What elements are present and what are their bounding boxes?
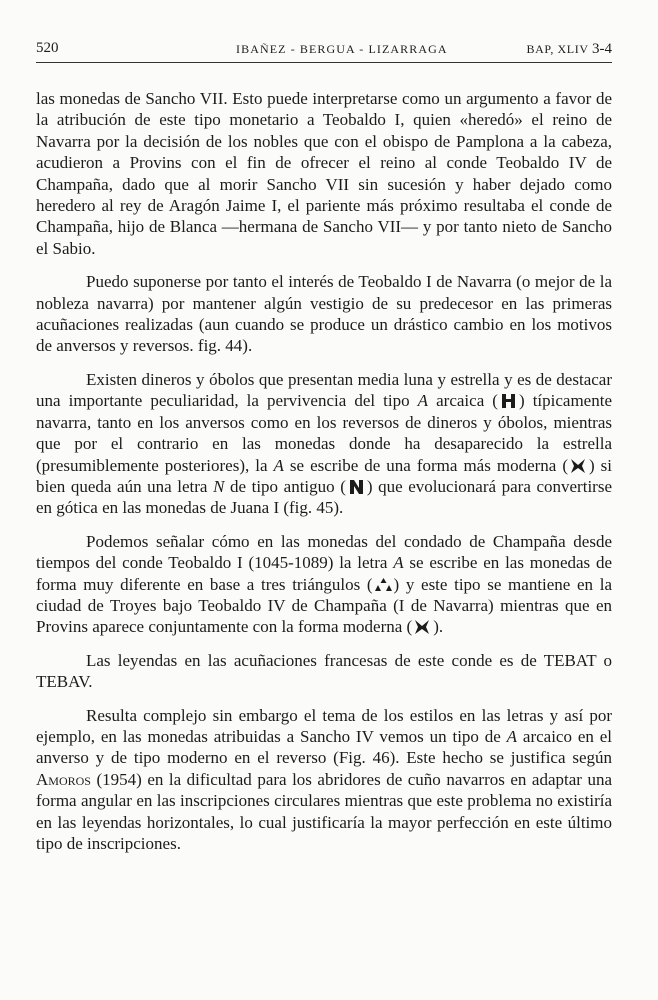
page-number: 520 xyxy=(36,40,59,56)
article-body xyxy=(36,88,612,866)
header-authors: IBAÑEZ - BERGUA - LIZARRAGA xyxy=(236,42,448,56)
triangle-a-glyph-icon xyxy=(375,577,392,593)
modern-a-glyph-icon xyxy=(414,619,431,635)
running-header xyxy=(36,40,612,63)
header-journal xyxy=(527,41,612,58)
paragraph-6: Resulta complejo sin embargo el tema de los estilos en las letras y así por ejemplo, en las monedas atribuidas a Sancho IV vemos un tipo de A arcaico en el anverso y de tipo moderno en el reverso (Fig. 46). Este hecho se justifica según Amoros (1954) en la dificultad para los abridores de cuño navarros en adaptar una forma angular en las inscripciones circulares mientras que este problema no existiría en las leyendas horizontales, lo cual justificaría la mayor perfección en este último tipo de inscripciones. xyxy=(36,705,612,853)
paragraph-3: Existen dineros y óbolos que presentan media luna y estrella y es de destacar una importante peculiaridad, la pervivencia del tipo A arcaica ( ) típicamente navarra, tanto en los anversos como en los reversos de dineros y óbolos, mientras que por el contrario en las monedas donde ha desaparecido la estrella (presumiblemente posteriores), la A se escribe de una forma más moderna ( ) si bien queda aún una letra N de tipo antiguo ( ) que evolucionará para convertirse en gótica en las monedas de Juana I (fig. 45). xyxy=(36,369,612,518)
cited-author: Amoros xyxy=(36,769,91,789)
paragraph-2: Puedo suponerse por tanto el interés de Teobaldo I de Navarra (o mejor de la nobleza navarra) por mantener algún vestigio de su predecesor en las primeras acuñaciones realizadas (aun cuando se produce un drástico cambio en los motivos de anversos y reversos. fig. 44). xyxy=(36,272,612,356)
journal-volume: 3-4 xyxy=(592,41,612,57)
journal-name: BAP, XLIV xyxy=(526,42,589,56)
paragraph-4: Podemos señalar cómo en las monedas del condado de Champaña desde tiempos del conde Teobaldo I (1045-1089) la letra A se escribe en las monedas de forma muy diferente en base a tres triángulos ( ) y este tipo se mantiene en la ciudad de Troyes bajo Teobaldo IV de Champaña (I de Navarra) mientras que en Provins aparece conjuntamente con la forma moderna ( ). xyxy=(36,531,612,637)
modern-a-glyph-icon xyxy=(570,458,587,474)
paragraph-1: las monedas de Sancho VII. Esto puede interpretarse como un argumento a favor de la atribución de este tipo monetario a Teobaldo I, quien «heredó» el reino de Navarra por la decisión de los nobles que con el obispo de Pamplona a la cabeza, acudieron a Provins con el fin de ofrecer el reino al conde Teobaldo IV de Champaña, dado que al morir Sancho VII sin sucesión y haber dejado como heredero al rey de Aragón Jaime I, el pariente más próximo resultaba el conde de Champaña, hijo de Blanca —hermana de Sancho VII— y por tanto nieto de Sancho el Sabio. xyxy=(36,89,612,258)
paragraph-5: Las leyendas en las acuñaciones francesas de este conde es de TEBAT o TEBAV. xyxy=(36,650,612,692)
old-n-glyph-icon xyxy=(348,479,365,495)
archaic-a-glyph-icon xyxy=(500,393,517,409)
